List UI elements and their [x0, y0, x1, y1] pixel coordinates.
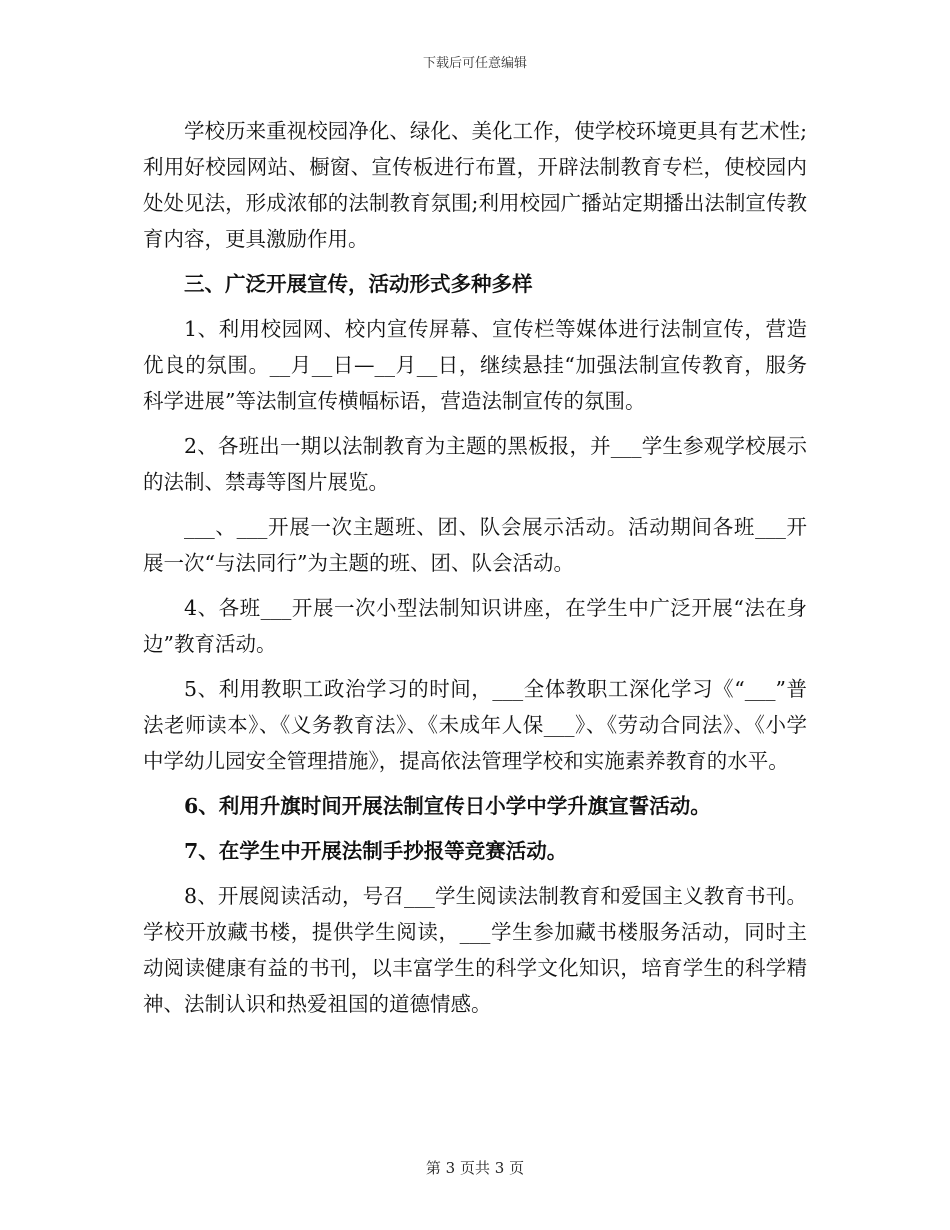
page-footer: 第 3 页共 3 页	[425, 1159, 525, 1177]
paragraph-item-3: ___、___开展一次主题班、团、队会展示活动。活动期间各班___开展一次“与法同行”为主题的班、团、队会活动。	[143, 515, 807, 575]
paragraph-item-6: 6、利用升旗时间开展法制宣传日小学中学升旗宣誓活动。	[184, 794, 711, 818]
paragraph-item-5: 5、利用教职工政治学习的时间，___全体教职工深化学习《“___”普法老师读本》、《义务教育法》、《未成年人保___》、《劳动合同法》、《小学中学幼儿园安全管理措施》，提高依法管理学校和实施素养教育的水平。	[143, 677, 807, 773]
document-body	[143, 113, 807, 1031]
paragraph-item-2: 2、各班出一期以法制教育为主题的黑板报，并___学生参观学校展示的法制、禁毒等图片展览。	[143, 434, 807, 494]
paragraph-item-7: 7、在学生中开展法制手抄报等竞赛活动。	[184, 839, 568, 863]
page-header: 下载后可任意编辑	[422, 56, 527, 71]
paragraph-environment: 学校历来重视校园净化、绿化、美化工作，使学校环境更具有艺术性;利用好校园网站、橱窗、宣传板进行布置，开辟法制教育专栏，使校园内处处见法，形成浓郁的法制教育氛围;利用校园广播站定期播出法制宣传教育内容，更具激励作用。	[143, 119, 807, 251]
section-heading-3: 三、广泛开展宣传，活动形式多种多样	[184, 272, 533, 296]
paragraph-item-4: 4、各班___开展一次小型法制知识讲座，在学生中广泛开展“法在身边”教育活动。	[143, 596, 807, 656]
paragraph-item-8: 8、开展阅读活动，号召___学生阅读法制教育和爱国主义教育书刊。学校开放藏书楼，提供学生阅读，___学生参加藏书楼服务活动，同时主动阅读健康有益的书刊，以丰富学生的科学文化知识，培育学生的科学精神、法制认识和热爱祖国的道德情感。	[143, 884, 807, 1016]
paragraph-item-1: 1、利用校园网、校内宣传屏幕、宣传栏等媒体进行法制宣传，营造优良的氛围。__月__日—__月__日，继续悬挂“加强法制宣传教育，服务科学进展”等法制宣传横幅标语，营造法制宣传的氛围。	[143, 317, 807, 413]
